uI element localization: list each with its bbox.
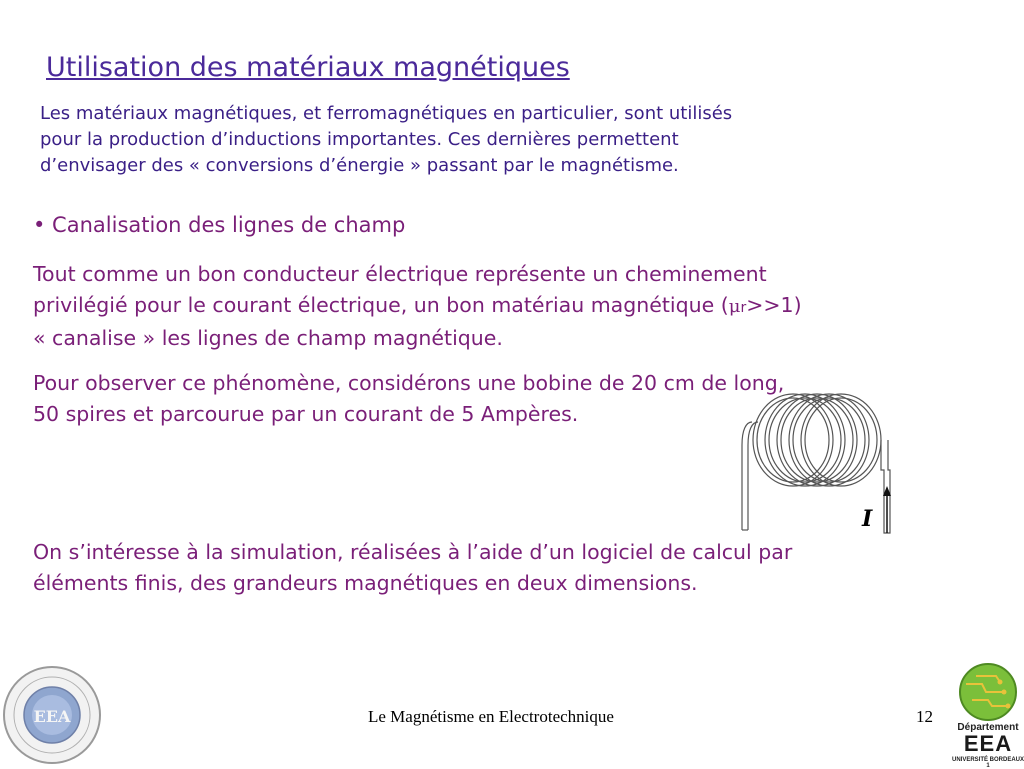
paragraph-line: Pour observer ce phénomène, considérons une bobine de 20 cm de long, [33, 371, 785, 395]
department-logo [952, 662, 1024, 769]
university-name: UNIVERSITÉ BORDEAUX 1 [952, 757, 1024, 769]
text-fragment: privilégié pour le courant électrique, un bon matériau magnétique ( [33, 292, 729, 317]
conductor-paragraph [33, 259, 802, 354]
coil-turn [781, 398, 853, 482]
current-label: I [862, 506, 873, 532]
bullet-heading: • Canalisation des lignes de champ [33, 213, 406, 237]
eea-seal-logo [2, 664, 102, 766]
simulation-paragraph [33, 537, 792, 598]
footer-title: Le Magnétisme en Electrotechnique [368, 707, 614, 726]
text-fragment: >>1) [746, 292, 802, 317]
paragraph-line: 50 spires et parcourue par un courant de 5 Ampères. [33, 401, 579, 426]
logo-letters: EEA [33, 707, 71, 726]
paragraph-line: éléments finis, des grandeurs magnétiques en deux dimensions. [33, 570, 698, 595]
intro-line: d’envisager des « conversions d’énergie » passant par le magnétisme. [40, 155, 679, 176]
page-title: Utilisation des matériaux magnétiques [46, 52, 570, 83]
mu-subscript: r [740, 299, 747, 316]
paragraph-line: « canalise » les lignes de champ magnétique. [33, 326, 503, 350]
mu-symbol: μ [728, 295, 741, 317]
intro-line: Les matériaux magnétiques, et ferromagnétiques en particulier, sont utilisés [40, 103, 733, 124]
circuit-globe-icon [952, 662, 1024, 722]
intro-line: pour la production d’inductions importantes. Ces dernières permettent [40, 129, 679, 150]
coil-diagram [738, 390, 898, 540]
department-name: EEA [963, 731, 1013, 756]
coil-paragraph [33, 368, 784, 429]
paragraph-line: Tout comme un bon conducteur électrique représente un cheminement [33, 262, 767, 286]
page-number: 12 [916, 707, 933, 726]
intro-paragraph [40, 101, 940, 179]
paragraph-line [33, 290, 802, 324]
department-label: Département [957, 722, 1019, 733]
paragraph-line: On s’intéresse à la simulation, réalisées à l’aide d’un logiciel de calcul par [33, 540, 793, 564]
